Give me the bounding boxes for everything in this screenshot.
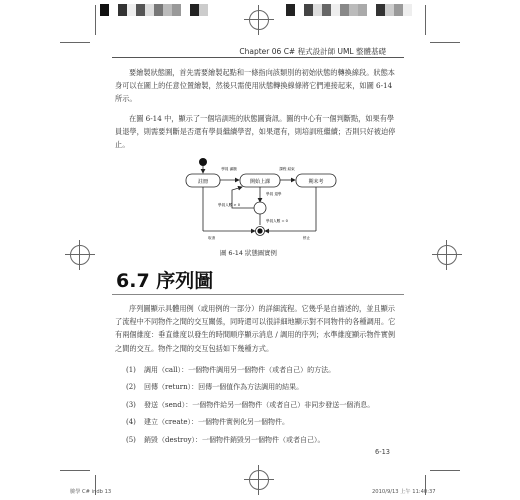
print-color-bar-right [286, 4, 412, 16]
crop-mark [95, 5, 96, 35]
crop-mark [425, 5, 426, 35]
crop-mark [430, 42, 460, 43]
print-color-bar-left [100, 4, 208, 16]
label-student-quit: 學員 退學 [266, 192, 282, 196]
section-title: 6.7 序列圖 [116, 270, 214, 292]
section-paragraph: 序列圖顯示具體用例（或用例的一部分）的詳細流程。它幾乎是自描述的，並且顯示了流程中不同物件之間的交互關係，同時還可以很詳細地顯示對不同物件的各種調用。它有兩個維度：垂直維度以發生的時間順序顯示消息 / 調用的序列；水準維度顯示物件實例之間的交互。物件之間的交互包括如下幾種方式。 [115, 304, 396, 353]
figure-caption: 圖 6-14 狀態圖實例 [220, 249, 277, 257]
label-cancel: 取消 [208, 236, 216, 240]
initial-state-node [199, 158, 207, 166]
label-enroll-done: 課程 結束 [279, 167, 295, 171]
state-start-class-label: 開始上課 [249, 179, 271, 185]
label-enroll-full: 學員 滿額 [221, 167, 237, 171]
list-item: (3) 發送（send）：一個物件給另一個物件（或者自己）非同步發送一個消息。 [126, 400, 375, 409]
state-diagram [170, 152, 400, 244]
intro-paragraph-2: 在圖 6-14 中，顯示了一個培訓班的狀態圖資訊。圖的中心有一個判斷點，如果有學員退學，則需要判斷是否還有學員繼續學習，如果還有，則培訓班繼續；否則只好被迫停止。 [115, 114, 396, 150]
interaction-list [126, 362, 406, 449]
registration-mark-bottom [249, 470, 269, 490]
list-item: (5) 銷毀（destroy）：一個物件銷毀另一個物件（或者自己）。 [126, 435, 325, 444]
crop-mark [60, 42, 90, 43]
label-count-gt-zero: 學員人數 > 0 [218, 203, 240, 207]
slug-left: 臉學 C# indb 13 [70, 489, 112, 495]
state-registration-label: 註冊 [197, 179, 209, 185]
header-rule [112, 57, 404, 58]
list-item: (4) 建立（create）：一個物件實例化另一個物件。 [126, 418, 290, 427]
registration-mark-left [70, 245, 90, 265]
label-stop: 停止 [302, 236, 310, 240]
page-number: 6-13 [375, 448, 390, 456]
slug-right: 2010/9/13 上午 11:40:37 [372, 489, 436, 495]
list-item: (1) 調用（call）：一個物件調用另一個物件（或者自己）的方法。 [126, 366, 336, 374]
section-rule [112, 294, 404, 295]
crop-mark [430, 470, 460, 471]
running-header: Chapter 06 C# 程式設計師 UML 整體基礎 [239, 47, 386, 56]
crop-mark [60, 470, 90, 471]
registration-mark-top [249, 10, 269, 30]
label-count-eq-zero: 學員人數 = 0 [266, 219, 288, 223]
intro-paragraph-1: 要繪製狀態圖，首先需要繪製起點和一條指向該類別的初始狀態的轉換線段。狀態本身可以在圖上的任意位置繪製，然後只需使用狀態轉換線條將它們連接起來，如圖 6-14 所示。 [115, 68, 395, 104]
list-item: (2) 回傳（return）：回傳一個值作為方法調用的結果。 [126, 383, 304, 392]
registration-mark-right [437, 245, 457, 265]
state-course-end-label: 期末考 [308, 179, 324, 185]
decision-node [254, 202, 266, 214]
